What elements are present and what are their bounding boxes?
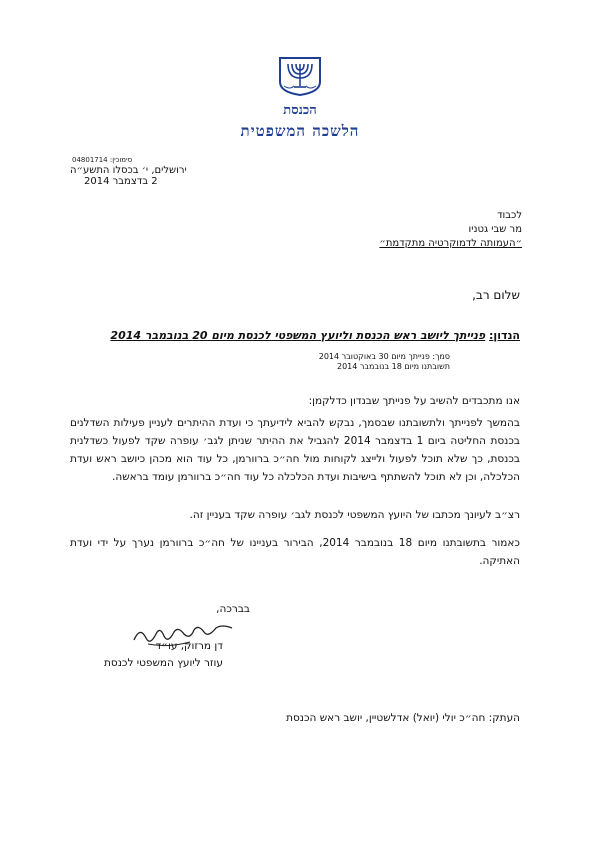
reference-line: תשובתנו מיום 18 בנובמבר 2014 [336, 362, 450, 371]
body-paragraph-intro: אנו מתכבדים להשיב על פנייתך שבנדון כדלקמן: [308, 395, 520, 407]
closing-blessing: בברכה, [216, 603, 250, 615]
date-gregorian: 2 בדצמבר 2014 [84, 176, 158, 187]
body-paragraph-decision: בהמשך לפנייתך ולתשובתנו שבסמך, נבקש להביא לידיעתך כי ועדת ההיתרים לעניין פעילות השדלנים בכנסת החליטה ביום 1 בדצמבר 2014 להגביל את ההיתר שניתן לגב׳ עופרה שקד לפעול כשדלנית בכנסת, כך שלא תוכל לפעול ולייצג לקוחות מול חה״כ ברוורמן, כל עוד הוא מכהן כיושב ראש ועדת הכלכלה, וכן לא תוכל להשתתף בישיבות ועדת הכלכלה כל עוד חה״כ ברוורמן עומד בראשה. [70, 417, 520, 483]
subject-text: פנייתך ליושב ראש הכנסת וליועץ המשפטי לכנסת מיום 20 בנובמבר 2014 [110, 329, 486, 342]
references-block [230, 352, 450, 372]
recipient-name: מר שבי גטניו [468, 224, 522, 235]
reference-number: סימוכין: 04801714 [72, 156, 133, 164]
recipient-salutation: לכבוד [497, 210, 522, 221]
menorah-emblem-icon [276, 56, 324, 96]
reference-line: סמך: פנייתך מיום 30 באוקטובר 2014 [318, 352, 450, 361]
recipient-organization: ״העמותה לדמוקרטיה מתקדמת״ [379, 238, 522, 249]
body-paragraph-ethics: כאמור בתשובתנו מיום 18 בנובמבר 2014, הבירור בעניינו של חה״כ ברוורמן נערך על ידי ועדת האתיקה. [70, 537, 520, 567]
date-hebrew: ירושלים, י׳ בכסלו התשע״ה [70, 165, 187, 176]
org-name: הכנסת [283, 103, 317, 118]
subject-label: הנדון: [489, 329, 520, 342]
body-paragraph-attachment: רצ״ב לעיונך מכתבו של היועץ המשפטי לכנסת לגב׳ עופרה שקד בעניין זה. [189, 509, 520, 521]
signer-title: עוזר ליועץ המשפטי לכנסת [103, 657, 223, 669]
subject-line [110, 329, 520, 342]
department-name: הלשכה המשפטית [240, 122, 360, 140]
greeting: שלום רב, [472, 288, 520, 302]
cc-line: העתק: חה״כ יולי (יואל) אדלשטיין, יושב ראש הכנסת [286, 712, 520, 724]
signer-name: דן מרזוק, עו״ד [155, 640, 223, 652]
